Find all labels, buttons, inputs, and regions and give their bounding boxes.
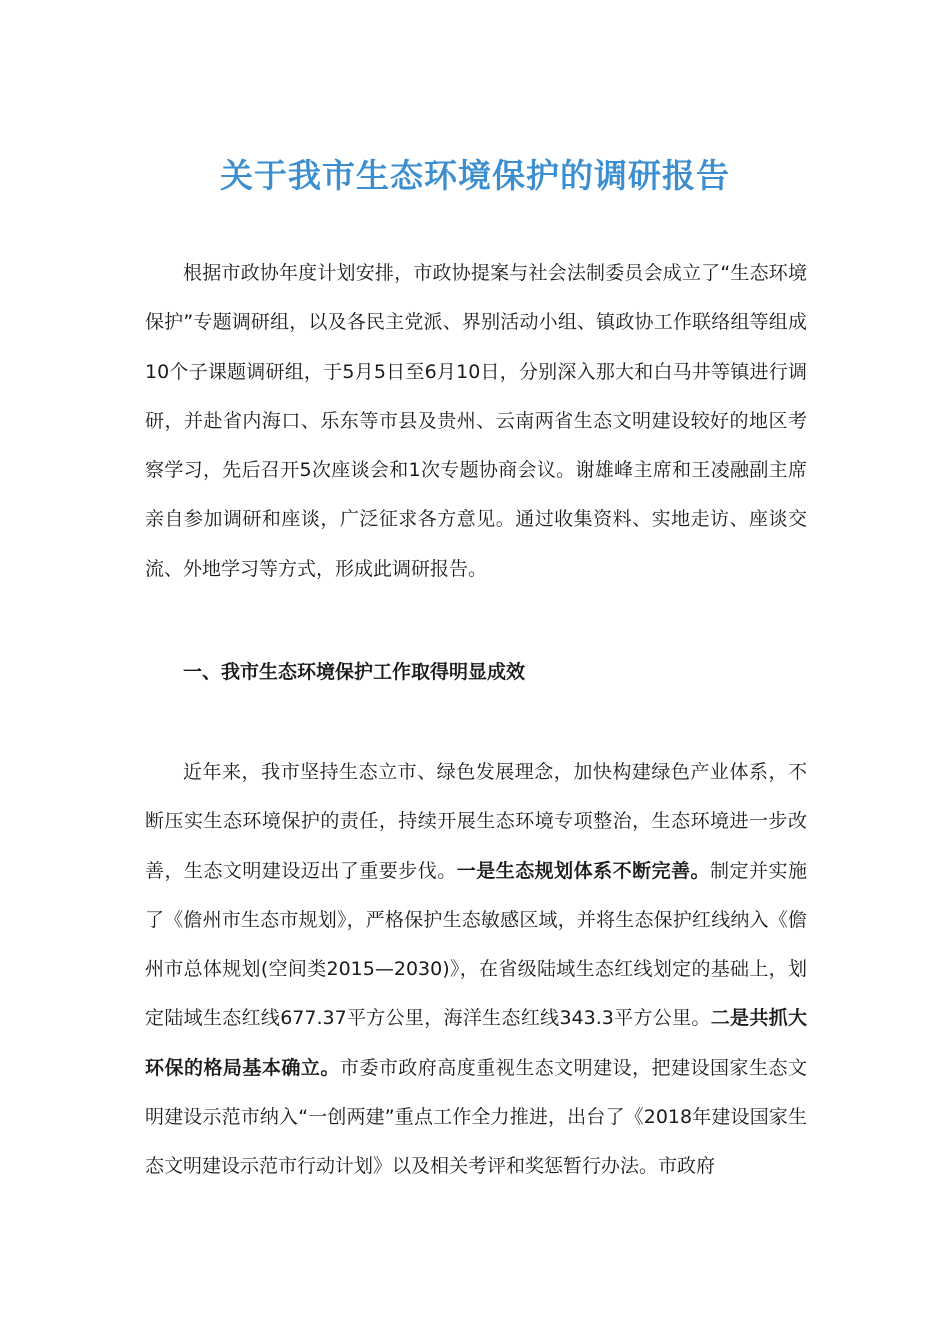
section-heading: 一、我市生态环境保护工作取得明显成效 [183,661,526,683]
bold-point-2: 二是共抓大环保的格局基本确立。 [145,1007,807,1079]
intro-paragraph: 根据市政协年度计划安排，市政协提案与社会法制委员会成立了“生态环境保护”专题调研组，以及各民主党派、界别活动小组、镇政协工作联络组等组成10个子课题调研组，于5月5日至6月10日，分别深入那大和白马井等镇进行调研，并赴省内海口、乐东等市县及贵州、云南两省生态文明建设较好的地区考察学习，先后召开5次座谈会和1次专题协商会议。谢雄峰主席和王凌融副主席亲自参加调研和座谈，广泛征求各方意见。通过收集资料、实地走访、座谈交流、外地学习等方式，形成此调研报告。 [145,262,807,580]
section-text-part2: 制定并实施了《儋州市生态市规划》，严格保护生态敏感区域，并将生态保护红线纳入《儋州市总体规划(空间类2015—2030)》，在省级陆域生态红线划定的基础上，划定陆域生态红线677.37平方公里，海洋生态红线343.3平方公里。 [145,859,807,1030]
section-text-part3: 市委市政府高度重视生态文明建设，把建设国家生态文明建设示范市纳入“一创两建”重点工作全力推进，出台了《2018年建设国家生态文明建设示范市行动计划》以及相关考评和奖惩暂行办法。市政府 [145,1056,807,1178]
bold-point-1: 一是生态规划体系不断完善。 [456,859,711,882]
document-title: 关于我市生态环境保护的调研报告 [220,156,730,195]
section-text-part1: 近年来，我市坚持生态立市、绿色发展理念，加快构建绿色产业体系，不断压实生态环境保护的责任，持续开展生态环境专项整治，生态环境进一步改善，生态文明建设迈出了重要步伐。 [145,761,807,882]
section-paragraph [145,748,807,1192]
